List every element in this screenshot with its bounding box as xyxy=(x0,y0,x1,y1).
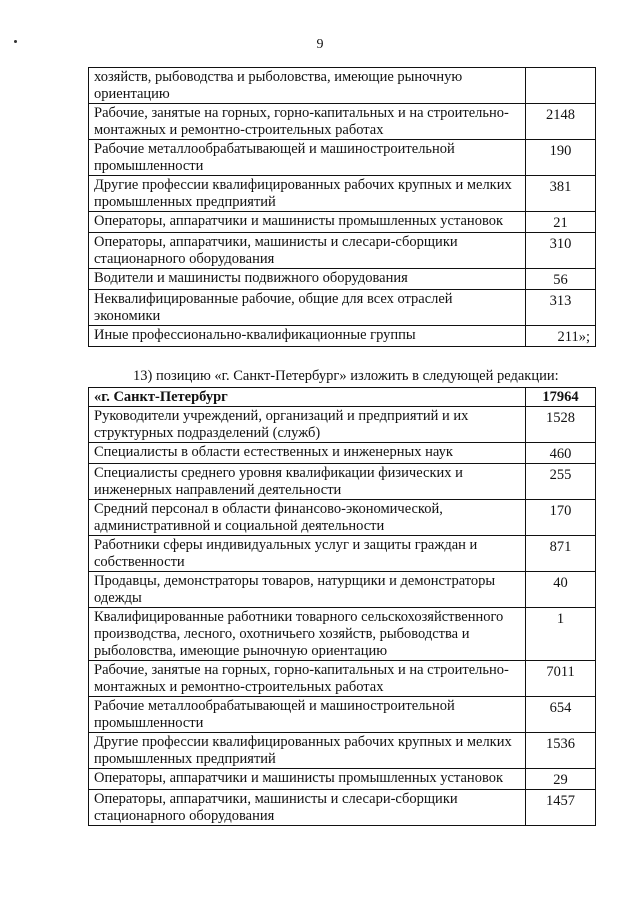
occupation-label: Продавцы, демонстраторы товаров, натурщики и демонстраторы одежды xyxy=(89,572,526,608)
occupation-count: 2148 xyxy=(526,104,596,140)
table-row xyxy=(89,572,596,608)
table-row xyxy=(89,661,596,697)
page-number: 9 xyxy=(316,37,324,52)
occupation-count xyxy=(526,68,596,104)
occupation-label: Операторы, аппаратчики, машинисты и слесари-сборщики стационарного оборудования xyxy=(89,233,526,269)
occupation-label: Рабочие, занятые на горных, горно-капитальных и на строительно-монтажных и ремонтно-строительных работах xyxy=(89,104,526,140)
occupation-count: 255 xyxy=(526,464,596,500)
occupation-label: Неквалифицированные рабочие, общие для всех отраслей экономики xyxy=(89,290,526,326)
occupation-count: 56 xyxy=(526,269,596,290)
occupation-label: Специалисты среднего уровня квалификации физических и инженерных направлений деятельности xyxy=(89,464,526,500)
table-row xyxy=(89,212,596,233)
table-row xyxy=(89,733,596,769)
table-row xyxy=(89,269,596,290)
occupation-label: Рабочие металлообрабатывающей и машиностроительной промышленности xyxy=(89,140,526,176)
occupation-count: 40 xyxy=(526,572,596,608)
occupation-label: Рабочие, занятые на горных, горно-капитальных и на строительно-монтажных и ремонтно-строительных работах xyxy=(89,661,526,697)
occupation-count: 170 xyxy=(526,500,596,536)
table-row xyxy=(89,290,596,326)
occupation-label: Руководители учреждений, организаций и предприятий и их структурных подразделений (служб) xyxy=(89,407,526,443)
table-row xyxy=(89,500,596,536)
occupation-label: Операторы, аппаратчики и машинисты промышленных установок xyxy=(89,212,526,233)
occupation-count: 1528 xyxy=(526,407,596,443)
table-row xyxy=(89,140,596,176)
occupation-count: 21 xyxy=(526,212,596,233)
table-row xyxy=(89,233,596,269)
table-row xyxy=(89,608,596,661)
occupation-label: Операторы, аппаратчики, машинисты и слесари-сборщики стационарного оборудования xyxy=(89,790,526,826)
occupation-count: 381 xyxy=(526,176,596,212)
occupation-label: Специалисты в области естественных и инженерных наук xyxy=(89,443,526,464)
occupation-label: Работники сферы индивидуальных услуг и защиты граждан и собственности xyxy=(89,536,526,572)
occupation-count: 190 xyxy=(526,140,596,176)
occupation-label: Водители и машинисты подвижного оборудования xyxy=(89,269,526,290)
occupation-table-continued xyxy=(88,67,596,347)
occupation-label: Квалифицированные работники товарного сельскохозяйственного производства, лесного, охотничьего хозяйств, рыбоводства и рыболовства, имеющие рыночную ориентацию xyxy=(89,608,526,661)
occupation-count: 29 xyxy=(526,769,596,790)
occupation-label: Рабочие металлообрабатывающей и машиностроительной промышленности xyxy=(89,697,526,733)
region-total: 17964 xyxy=(526,388,596,407)
table-row xyxy=(89,790,596,826)
region-name: «г. Санкт-Петербург xyxy=(89,388,526,407)
occupation-count: 1536 xyxy=(526,733,596,769)
table-row xyxy=(89,68,596,104)
table-row xyxy=(89,407,596,443)
occupation-label: Другие профессии квалифицированных рабочих крупных и мелких промышленных предприятий xyxy=(89,176,526,212)
occupation-count: 310 xyxy=(526,233,596,269)
occupation-count: 7011 xyxy=(526,661,596,697)
occupation-count: 460 xyxy=(526,443,596,464)
occupation-count: 1 xyxy=(526,608,596,661)
occupation-count: 654 xyxy=(526,697,596,733)
table-row xyxy=(89,176,596,212)
table-row xyxy=(89,769,596,790)
scan-speck xyxy=(14,40,17,43)
occupation-count: 871 xyxy=(526,536,596,572)
table-header-row xyxy=(89,388,596,407)
table-row xyxy=(89,326,596,347)
occupation-table-saint-petersburg xyxy=(88,387,596,826)
table-row xyxy=(89,697,596,733)
table-row xyxy=(89,104,596,140)
occupation-count: 211»; xyxy=(526,326,596,347)
table-row xyxy=(89,464,596,500)
occupation-count: 1457 xyxy=(526,790,596,826)
table-row xyxy=(89,443,596,464)
occupation-label: Другие профессии квалифицированных рабочих крупных и мелких промышленных предприятий xyxy=(89,733,526,769)
occupation-label: Операторы, аппаратчики и машинисты промышленных установок xyxy=(89,769,526,790)
amendment-instruction: 13) позицию «г. Санкт-Петербург» изложить в следующей редакции: xyxy=(133,368,559,384)
table-row xyxy=(89,536,596,572)
occupation-label: Иные профессионально-квалификационные группы xyxy=(89,326,526,347)
occupation-label: Средний персонал в области финансово-экономической, административной и социальной деятельности xyxy=(89,500,526,536)
occupation-count: 313 xyxy=(526,290,596,326)
occupation-label: хозяйств, рыбоводства и рыболовства, имеющие рыночную ориентацию xyxy=(89,68,526,104)
